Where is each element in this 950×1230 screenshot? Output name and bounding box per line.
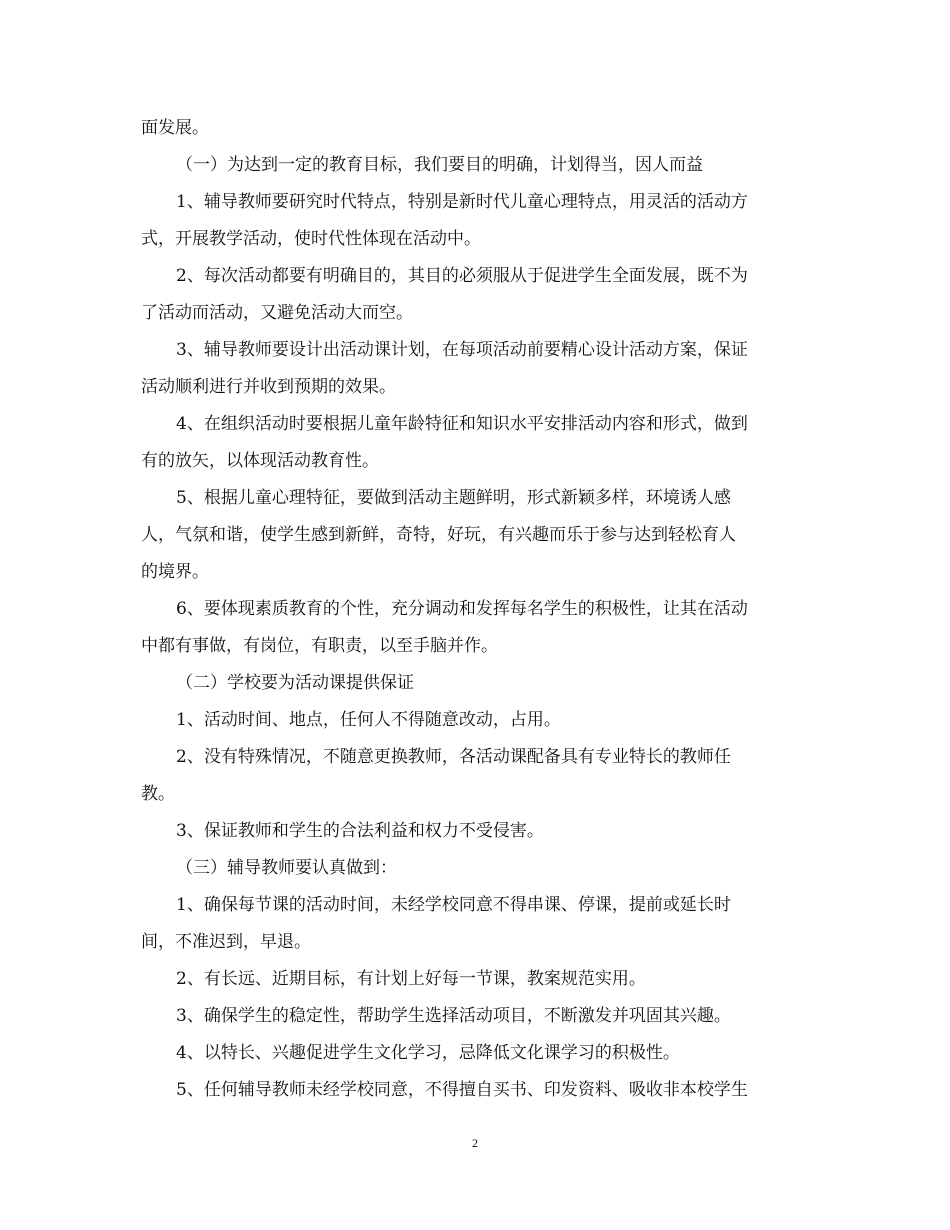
text-line: （二）学校要为活动课提供保证: [176, 673, 414, 693]
list-item-1-3: [141, 332, 813, 406]
text-line: 1、确保每节课的活动时间，未经学校同意不得串课、停课，提前或延长时: [176, 895, 731, 915]
list-item-3-3: [141, 998, 813, 1035]
text-line: 活动顺利进行并收到预期的效果。: [141, 377, 396, 397]
text-line: 有的放矢，以体现活动教育性。: [141, 451, 379, 471]
text-line: 了活动而活动，又避免活动大而空。: [141, 303, 413, 323]
text-line: 2、有长远、近期目标，有计划上好每一节课，教案规范实用。: [176, 969, 646, 989]
section-heading-1: [141, 147, 813, 184]
list-item-2-3: [141, 813, 813, 850]
text-line: （三）辅导教师要认真做到：: [176, 858, 397, 878]
text-line: 1、活动时间、地点，任何人不得随意改动，占用。: [176, 710, 561, 730]
list-item-3-2: [141, 961, 813, 998]
text-line: 人，气氛和谐，使学生感到新鲜，奇特，好玩，有兴趣而乐于参与达到轻松育人: [141, 525, 736, 545]
text-line: 6、要体现素质教育的个性，充分调动和发挥每名学生的积极性，让其在活动: [176, 599, 748, 619]
text-line: 的境界。: [141, 562, 209, 582]
text-line: 2、每次活动都要有明确目的，其目的必须服从于促进学生全面发展，既不为: [176, 266, 748, 286]
list-item-1-2: [141, 258, 813, 332]
text-line: 3、保证教师和学生的合法利益和权力不受侵害。: [176, 821, 544, 841]
section-heading-3: [141, 850, 813, 887]
text-line: 间，不准迟到，早退。: [141, 932, 311, 952]
text-line: 5、根据儿童心理特征，要做到活动主题鲜明，形式新颖多样，环境诱人感: [176, 488, 731, 508]
list-item-1-6: [141, 591, 813, 665]
text-line: 3、辅导教师要设计出活动课计划，在每项活动前要精心设计活动方案，保证: [176, 340, 748, 360]
list-item-3-1: [141, 887, 813, 961]
list-item-2-2: [141, 739, 813, 813]
section-heading-2: [141, 665, 813, 702]
list-item-1-4: [141, 406, 813, 480]
text-line: 4、在组织活动时要根据儿童年龄特征和知识水平安排活动内容和形式，做到: [176, 414, 748, 434]
text-line: 1、辅导教师要研究时代特点，特别是新时代儿童心理特点，用灵活的活动方: [176, 192, 748, 212]
list-item-1-1: [141, 184, 813, 258]
text-line: 教。: [141, 784, 175, 804]
list-item-3-4: [141, 1035, 813, 1072]
text-line: 中都有事做，有岗位，有职责，以至手脑并作。: [141, 636, 498, 656]
text-line: 5、任何辅导教师未经学校同意，不得擅自买书、印发资料、吸收非本校学生: [176, 1080, 748, 1100]
text-line: 2、没有特殊情况，不随意更换教师，各活动课配备具有专业特长的教师任: [176, 747, 731, 767]
text-line: 式，开展教学活动，使时代性体现在活动中。: [141, 229, 481, 249]
list-item-2-1: [141, 702, 813, 739]
text-line: 面发展。: [141, 118, 209, 138]
list-item-3-5: [141, 1072, 813, 1109]
text-line: 4、以特长、兴趣促进学生文化学习，忌降低文化课学习的积极性。: [176, 1043, 680, 1063]
list-item-1-5: [141, 480, 813, 591]
page-number: 2: [472, 1136, 478, 1150]
paragraph-continuation: [141, 110, 813, 147]
text-line: 3、确保学生的稳定性，帮助学生选择活动项目，不断激发并巩固其兴趣。: [176, 1006, 731, 1026]
text-line: （一）为达到一定的教育目标，我们要目的明确，计划得当，因人而益: [176, 155, 703, 175]
